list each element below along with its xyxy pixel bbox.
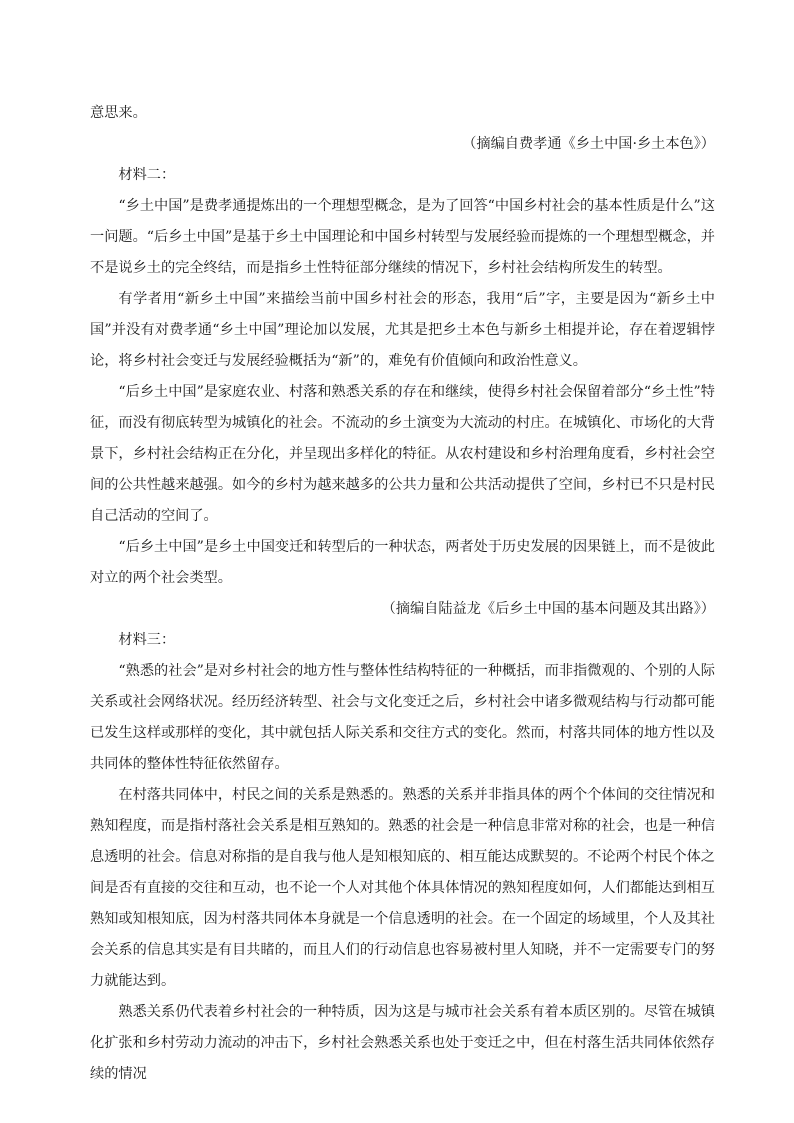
material3-paragraph-3: 熟悉关系仍代表着乡村社会的一种特质，因为这是与城市社会关系有着本质区别的。尽管在城镇化扩张和乡村劳动力流动的冲击下，乡村社会熟悉关系也处于变迁之中，但在村落生活共同体依然存续的情况 — [90, 1004, 715, 1082]
material2-paragraph-3: “后乡土中国”是家庭农业、村落和熟悉关系的存在和继续，使得乡村社会保留着部分“乡土性”特征，而没有彻底转型为城镇化的社会。不流动的乡土演变为大流动的村庄。在城镇化、市场化的大背景下，乡村社会结构正在分化，并呈现出多样化的特征。从农村建设和乡村治理角度看，乡村社会空间的公共性越来越强。如今的乡村为越来越多的公共力量和公共活动提供了空间，乡村已不只是村民自己活动的空间了。 — [90, 384, 715, 524]
document-page — [90, 98, 715, 1090]
source-citation-2: （摘编自陆益龙《后乡土中国的基本问题及其出路》） — [381, 601, 715, 617]
heading-material-3: 材料三： — [118, 632, 176, 648]
material2-paragraph-2: 有学者用“新乡土中国”来描绘当前中国乡村社会的形态，我用“后”字，主要是因为“新乡土中国”并没有对费孝通“乡土中国”理论加以发展，尤其是把乡土本色与新乡土相提并论，存在着逻辑悖论，将乡村社会变迁与发展经验概括为“新”的，难免有价值倾向和政治性意义。 — [90, 291, 715, 369]
heading-material-2: 材料二： — [118, 167, 176, 183]
material3-paragraph-2: 在村落共同体中，村民之间的关系是熟悉的。熟悉的关系并非指具体的两个个体间的交往情况和熟知程度，而是指村落社会关系是相互熟知的。熟悉的社会是一种信息非常对称的社会，也是一种信息透明的社会。信息对称指的是自我与他人是知根知底的、相互能达成默契的。不论两个村民个体之间是否有直接的交往和互动，也不论一个人对其他个体具体情况的熟知程度如何，人们都能达到相互熟知或知根知底，因为村落共同体本身就是一个信息透明的社会。在一个固定的场域里，个人及其社会关系的信息其实是有目共睹的，而且人们的行动信息也容易被村里人知晓，并不一定需要专门的努力就能达到。 — [90, 787, 715, 989]
lead-fragment: 意思来。 — [90, 105, 147, 121]
material2-paragraph-4: “后乡土中国”是乡土中国变迁和转型后的一种状态，两者处于历史发展的因果链上，而不是彼此对立的两个社会类型。 — [90, 539, 715, 586]
source-citation-1: （摘编自费孝通《乡土中国·乡土本色》） — [462, 136, 715, 152]
material3-paragraph-1: “熟悉的社会”是对乡村社会的地方性与整体性结构特征的一种概括，而非指微观的、个别的人际关系或社会网络状况。经历经济转型、社会与文化变迁之后，乡村社会中诸多微观结构与行动都可能已发生这样或那样的变化，其中就包括人际关系和交往方式的变化。然而，村落共同体的地方性以及共同体的整体性特征依然留存。 — [90, 663, 715, 772]
material2-paragraph-1: “乡土中国”是费孝通提炼出的一个理想型概念，是为了回答“中国乡村社会的基本性质是什么”这一问题。“后乡土中国”是基于乡土中国理论和中国乡村转型与发展经验而提炼的一个理想型概念，并不是说乡土的完全终结，而是指乡土性特征部分继续的情况下，乡村社会结构所发生的转型。 — [90, 198, 715, 276]
